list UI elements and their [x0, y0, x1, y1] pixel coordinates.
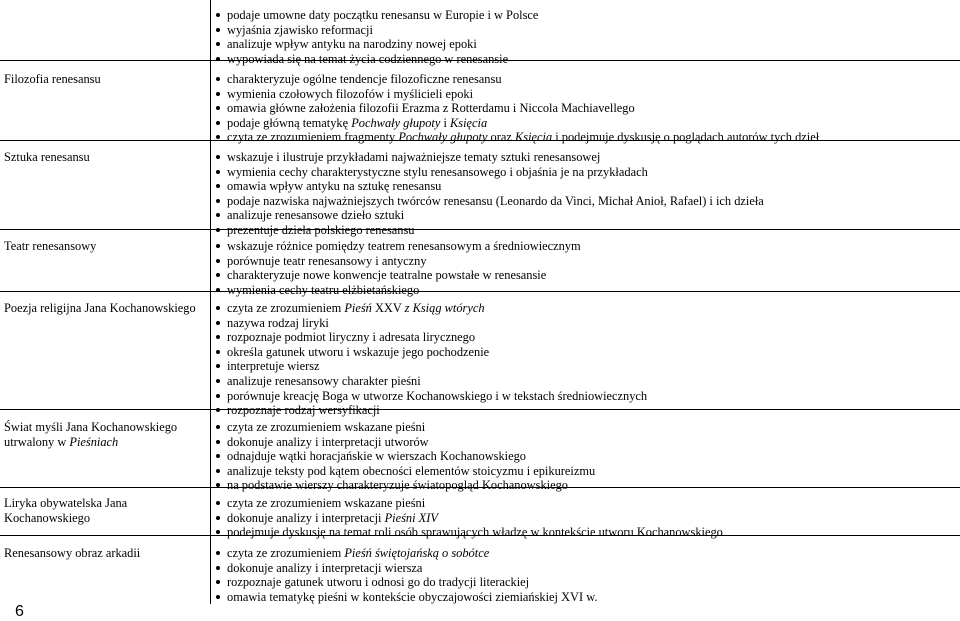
list-item	[216, 403, 647, 418]
item-text: XXV	[371, 301, 405, 315]
item-text: omawia tematykę pieśni w kontekście obyczajowości ziemiańskiej XVI w.	[227, 589, 598, 604]
item-text: Pieśń świętojańską o sobótce	[344, 546, 490, 560]
list-item	[216, 420, 595, 435]
list-item	[216, 101, 819, 116]
list-item	[216, 116, 819, 131]
item-text: i	[440, 115, 450, 130]
item-text: odnajduje wątki horacjańskie w wierszach Kochanowskiego	[227, 449, 526, 464]
list-item	[216, 87, 819, 102]
list-item	[216, 165, 764, 180]
item-text: wymienia czołowych filozofów i myślicieli epoki	[227, 86, 474, 101]
item-text: analizuje renesansowe dzieło sztuki	[227, 208, 405, 223]
list-item	[216, 590, 597, 605]
topic-label: Sztuka renesansu	[4, 150, 90, 164]
list-item	[216, 130, 819, 145]
item-text: czyta ze zrozumieniem wskazane pieśni	[227, 496, 426, 510]
item-text: czyta ze zrozumieniem fragmenty	[227, 130, 399, 145]
requirements-list	[216, 496, 723, 540]
topic-cell	[4, 239, 204, 254]
list-item	[216, 525, 723, 540]
topic-cell	[4, 420, 204, 449]
list-item	[216, 496, 723, 511]
list-item	[216, 374, 647, 389]
item-text: Księcia	[449, 115, 488, 130]
list-item	[216, 389, 647, 404]
list-item	[216, 208, 764, 223]
item-text: rozpoznaje gatunek utworu i odnosi go do tradycji literackiej	[227, 575, 530, 590]
list-item	[216, 464, 595, 479]
item-text: omawia główne założenia filozofii Erazma z Rotterdamu i Niccola Machiavellego	[227, 101, 635, 116]
list-item	[216, 254, 581, 269]
item-text: dokonuje analizy i interpretacji wiersza	[227, 560, 423, 575]
list-item	[216, 52, 538, 67]
item-text: czyta ze zrozumieniem wskazane pieśni	[227, 420, 426, 434]
list-item	[216, 301, 647, 316]
list-item	[216, 23, 538, 38]
list-item	[216, 511, 723, 526]
list-item	[216, 449, 595, 464]
list-item	[216, 575, 597, 590]
item-text: na podstawie wierszy charakteryzuje światopogląd Kochanowskiego	[227, 478, 568, 493]
item-text: podaje główną tematykę	[227, 115, 352, 130]
topic-label: Filozofia renesansu	[4, 72, 101, 86]
requirements-list	[216, 8, 538, 66]
item-text: porównuje kreację Boga w utworze Kochanowskiego i w tekstach średniowiecznych	[227, 388, 648, 403]
item-text: z Ksiąg wtórych	[404, 301, 485, 315]
list-item	[216, 239, 581, 254]
list-item	[216, 435, 595, 450]
item-text: oraz	[487, 130, 515, 145]
requirements-list	[216, 546, 597, 604]
list-item	[216, 194, 764, 209]
item-text: określa gatunek utworu i wskazuje jego pochodzenie	[227, 344, 490, 359]
list-item	[216, 283, 581, 298]
list-item	[216, 561, 597, 576]
requirements-list	[216, 72, 819, 145]
item-text: rozpoznaje podmiot liryczny i adresata lirycznego	[227, 330, 476, 345]
item-text: i podejmuje dyskusję o poglądach autorów tych dzieł	[552, 130, 820, 145]
list-item	[216, 546, 597, 561]
topic-label: Świat myśli Jana Kochanowskiego utrwalony w	[4, 420, 178, 449]
item-text: analizuje wpływ antyku na narodziny nowej epoki	[227, 37, 477, 52]
item-text: analizuje teksty pod kątem obecności elementów stoicyzmu i epikureizmu	[227, 463, 596, 478]
item-text: wskazuje i ilustruje przykładami najważniejsze tematy sztuki renesansowej	[227, 150, 601, 164]
requirements-list	[216, 150, 764, 238]
item-text: wskazuje różnice pomiędzy teatrem renesansowym a średniowiecznym	[227, 239, 581, 253]
item-text: Pieśń	[344, 301, 372, 315]
item-text: Pochwały głupoty	[398, 130, 488, 145]
topic-cell	[4, 496, 204, 525]
item-text: dokonuje analizy i interpretacji utworów	[227, 434, 429, 449]
item-text: rozpoznaje rodzaj wersyfikacji	[227, 403, 380, 418]
list-item	[216, 478, 595, 493]
list-item	[216, 37, 538, 52]
item-text: wymienia cechy teatru elżbietańskiego	[227, 282, 420, 297]
list-item	[216, 72, 819, 87]
topic-label: Renesansowy obraz arkadii	[4, 546, 141, 560]
list-item	[216, 268, 581, 283]
page-number: 6	[15, 603, 24, 620]
item-text: wyjaśnia zjawisko reformacji	[227, 22, 373, 37]
item-text: czyta ze zrozumieniem	[227, 546, 345, 560]
list-item	[216, 316, 647, 331]
item-text: dokonuje analizy i interpretacji	[227, 510, 385, 525]
topic-label: Teatr renesansowy	[4, 239, 97, 253]
item-text: wypowiada się na temat życia codziennego w renesansie	[227, 51, 509, 66]
item-text: porównuje teatr renesansowy i antyczny	[227, 253, 427, 268]
item-text: nazywa rodzaj liryki	[227, 315, 329, 330]
list-item	[216, 345, 647, 360]
item-text: prezentuje dzieła polskiego renesansu	[227, 222, 415, 237]
topic-label: Liryka obywatelska Jana Kochanowskiego	[4, 496, 128, 525]
list-item	[216, 179, 764, 194]
item-text: czyta ze zrozumieniem	[227, 301, 345, 315]
requirements-list	[216, 420, 595, 493]
topic-cell	[4, 72, 204, 87]
column-divider	[210, 0, 211, 604]
list-item	[216, 330, 647, 345]
item-text: podejmuje dyskusję na temat roli osób sprawujących władzę w kontekście utworu Kochanowskiego	[227, 525, 723, 540]
item-text: podaje umowne daty początku renesansu w Europie i w Polsce	[227, 8, 539, 22]
item-text: podaje nazwiska najważniejszych twórców renesansu (Leonardo da Vinci, Michał Anioł, Rafael) i ich dzieła	[227, 193, 764, 208]
item-text: Pieśni XIV	[384, 510, 438, 525]
list-item	[216, 150, 764, 165]
item-text: analizuje renesansowy charakter pieśni	[227, 373, 421, 388]
item-text: charakteryzuje ogólne tendencje filozoficzne renesansu	[227, 72, 502, 86]
topic-cell	[4, 301, 204, 316]
topic-label-italic: Pieśniach	[69, 434, 119, 449]
list-item	[216, 8, 538, 23]
item-text: interpretuje wiersz	[227, 359, 320, 374]
item-text: omawia wpływ antyku na sztukę renesansu	[227, 179, 442, 194]
item-text: charakteryzuje nowe konwencje teatralne powstałe w renesansie	[227, 268, 547, 283]
list-item	[216, 223, 764, 238]
requirements-list	[216, 239, 581, 297]
item-text: Pochwały głupoty	[351, 115, 441, 130]
item-text: wymienia cechy charakterystyczne stylu renesansowego i objaśnia je na przykładach	[227, 164, 648, 179]
list-item	[216, 359, 647, 374]
topic-cell	[4, 546, 204, 561]
topic-label: Poezja religijna Jana Kochanowskiego	[4, 301, 196, 315]
item-text: Księcia	[514, 130, 553, 145]
requirements-list	[216, 301, 647, 418]
topic-cell	[4, 150, 204, 165]
